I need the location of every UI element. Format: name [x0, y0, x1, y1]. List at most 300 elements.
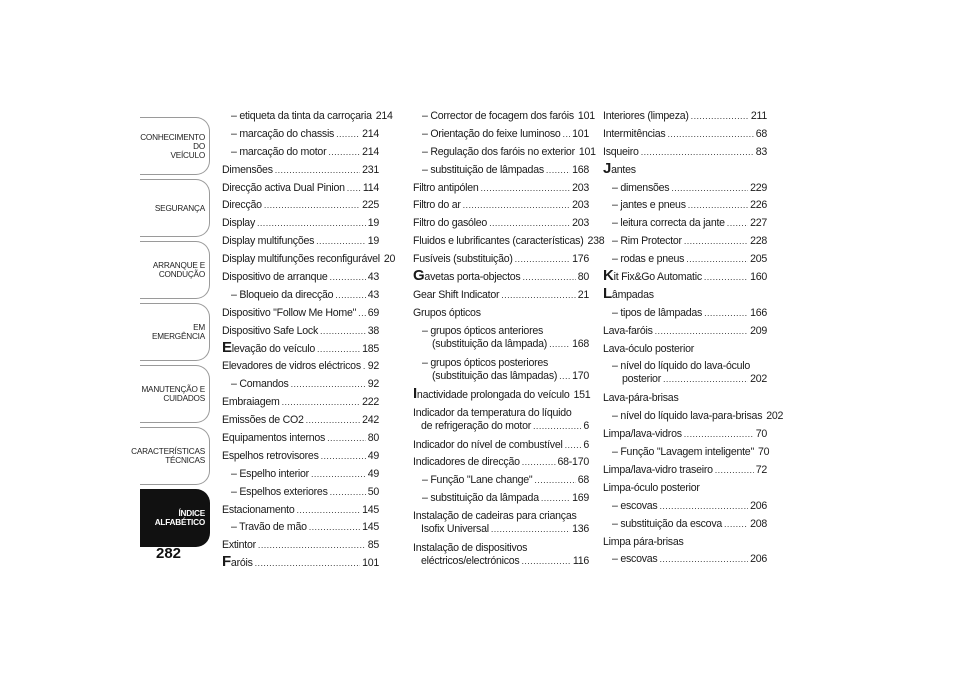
section-tab-1[interactable] [140, 117, 210, 175]
index-entry-text: Indicador do nível de combustível [413, 438, 563, 451]
dot-leader [264, 197, 360, 215]
index-entry [222, 502, 379, 520]
index-entry [413, 269, 589, 287]
dot-leader [317, 341, 360, 359]
section-tab-label: MANUTENÇÃO E CUIDADOS [141, 385, 205, 403]
index-entry [603, 444, 770, 462]
index-entry [413, 197, 589, 215]
index-page-number: 242 [362, 414, 379, 427]
index-page-number: 6 [583, 419, 589, 432]
index-entry [603, 516, 767, 534]
index-entry-text: – nível do líquido do lava-óculo [612, 360, 751, 373]
index-entry-text: – Regulação dos faróis no exterior [422, 145, 575, 158]
index-page-number: 38 [367, 324, 379, 337]
index-entry-text: Equipamentos internos [222, 432, 326, 445]
index-page-number: 43 [367, 271, 379, 284]
index-entry [222, 162, 379, 180]
index-entry [603, 251, 767, 269]
dot-leader [663, 372, 748, 386]
dot-leader [316, 233, 366, 251]
dot-leader [258, 537, 366, 555]
index-entry [222, 269, 379, 287]
dot-leader [255, 555, 360, 573]
index-entry [222, 323, 379, 341]
index-entry-text: – Função "Lane change" [422, 474, 533, 487]
index-page-number: 166 [750, 306, 767, 319]
index-entry-text: – jantes e pneus [612, 199, 686, 212]
index-page-number: 214 [375, 110, 393, 122]
index-letter: G [413, 267, 425, 285]
dot-leader [549, 337, 570, 351]
index-entry [413, 540, 589, 572]
index-page-number: 145 [362, 521, 379, 534]
index-page-number: 80 [367, 432, 379, 445]
index-entry-text: – leitura correcta da jante [612, 217, 725, 230]
dot-leader [296, 502, 360, 520]
dot-leader [691, 108, 749, 126]
index-entry [222, 519, 379, 537]
index-entry-continuation: (substituição das lâmpadas) [432, 369, 558, 382]
index-entry-text: – escovas [612, 553, 658, 566]
index-page-number: 80 [577, 271, 589, 284]
index-entry-text: Instalação de cadeiras para crianças [413, 510, 577, 523]
index-entry [222, 305, 379, 323]
index-entry-text: – escovas [612, 499, 658, 512]
dot-leader [667, 126, 753, 144]
index-entry [413, 323, 589, 355]
section-tab-5[interactable] [140, 365, 210, 423]
index-entry [603, 197, 767, 215]
index-entry-text: Limpa/lava-vidro traseiro [603, 464, 713, 477]
dot-leader [335, 287, 365, 305]
index-entry [413, 215, 589, 233]
dot-leader [704, 305, 748, 323]
index-entry-text: âmpadas [611, 288, 654, 301]
index-page-number: 225 [362, 199, 379, 212]
index-entry [413, 233, 605, 251]
dot-leader [309, 519, 360, 537]
dot-leader [282, 394, 361, 412]
index-entry [603, 358, 767, 390]
index-page-number: 101 [577, 110, 595, 122]
index-page-number: 168 [572, 337, 589, 350]
index-letter: J [603, 159, 612, 177]
index-entry [222, 287, 379, 305]
index-entry-continuation: Isofix Universal [421, 523, 489, 536]
index-entry [603, 426, 767, 444]
index-entry [413, 490, 589, 508]
section-tab-3[interactable] [140, 241, 210, 299]
index-page-number: 203 [572, 217, 589, 230]
dot-leader [546, 162, 570, 180]
index-page-number: 202 [766, 410, 784, 423]
index-entry-text: Lava-faróis [603, 324, 653, 337]
index-entry-text: – tipos de lâmpadas [612, 306, 703, 319]
index-page-number: 211 [750, 110, 767, 122]
dot-leader [533, 419, 581, 433]
index-entry [413, 355, 589, 387]
index-page-number: 202 [750, 373, 767, 386]
dot-leader [541, 490, 570, 508]
index-entry-text: Embraiagem [222, 396, 280, 409]
index-entry-text: – Comandos [231, 378, 289, 391]
index-entry-text: – dimensões [612, 181, 670, 194]
dot-leader [363, 358, 366, 376]
page-number: 282 [156, 545, 182, 562]
index-letter: F [222, 553, 231, 571]
index-entry [603, 498, 767, 516]
index-entry-text: Dispositivo "Follow Me Home" [222, 306, 357, 319]
section-tab-label: CARACTERÍSTICAS TÉCNICAS [131, 447, 205, 465]
index-entry-text: avetas porta-objectos [424, 271, 521, 284]
index-entry-text: Limpa-óculo posterior [603, 481, 700, 494]
index-entry-text: – marcação do chassis [231, 127, 335, 140]
section-tab-label: ARRANQUE E CONDUÇÃO [152, 261, 205, 279]
index-entry-continuation: de refrigeração do motor [421, 419, 532, 432]
index-entry [413, 472, 589, 490]
index-entry-text: nactividade prolongada do veículo [416, 388, 570, 401]
index-page-number: 92 [367, 360, 379, 373]
section-tab-label: EM EMERGÊNCIA [151, 323, 205, 341]
index-entry [603, 390, 767, 408]
section-tab-label: ÍNDICE ALFABÉTICO [154, 509, 205, 527]
dot-leader [463, 197, 570, 215]
index-entry [603, 551, 767, 569]
section-tab-label: SEGURANÇA [154, 203, 205, 213]
index-entry [222, 430, 379, 448]
index-entry [603, 180, 767, 198]
index-page-number: 160 [750, 271, 767, 284]
index-entry-text: – Bloqueio da direcção [231, 288, 334, 301]
index-entry [413, 305, 589, 323]
index-entry [603, 126, 767, 144]
index-entry-text: antes [611, 163, 636, 176]
index-entry-text: Dispositivo Safe Lock [222, 324, 319, 337]
dot-leader [275, 162, 360, 180]
index-letter: I [413, 384, 417, 402]
index-entry [222, 537, 379, 555]
index-page-number: 101 [362, 557, 379, 570]
index-entry [222, 251, 396, 269]
index-entry [603, 108, 767, 126]
index-entry-text: – etiqueta da tinta da carroçaria [231, 110, 372, 122]
index-entry [222, 555, 379, 573]
index-page-number: 114 [362, 181, 379, 194]
dot-leader [563, 126, 571, 144]
index-letter: E [222, 338, 232, 356]
index-entry [603, 480, 767, 498]
dot-leader [521, 554, 570, 568]
index-entry-continuation: posterior [622, 373, 661, 386]
index-entry [603, 269, 767, 287]
index-page-number: 238 [587, 235, 605, 248]
dot-leader [347, 180, 361, 198]
index-entry-text: – substituição da escova [612, 517, 723, 530]
index-entry-text: Lava-óculo posterior [603, 342, 694, 355]
section-tab-2[interactable] [140, 179, 210, 237]
index-entry-text: Limpa pára-brisas [603, 535, 684, 548]
index-page-number: 206 [750, 553, 767, 566]
index-page-number: 20 [383, 253, 396, 266]
index-entry-text: Filtro do gasóleo [413, 217, 488, 230]
index-page-number: 116 [572, 555, 589, 568]
index-entry [222, 484, 379, 502]
section-tabs [131, 117, 210, 547]
index-page-number: 170 [572, 369, 589, 382]
index-entry-text: aróis [230, 557, 253, 570]
index-entry [222, 108, 393, 126]
index-page-number: 151 [573, 388, 591, 401]
dot-leader [327, 430, 366, 448]
index-entry-text: – Função "Lavagem inteligente" [612, 446, 754, 459]
index-page-number: 214 [362, 145, 379, 158]
dot-leader [522, 454, 556, 472]
index-page-number: 227 [750, 217, 767, 230]
dot-leader [336, 126, 360, 144]
dot-leader [655, 323, 748, 341]
index-page-number: 229 [750, 181, 767, 194]
dot-leader [489, 215, 570, 233]
index-page-number: 136 [572, 523, 589, 536]
index-entry [222, 180, 379, 198]
index-entry-text: – Espelhos exteriores [231, 485, 328, 498]
index-entry-text: Direcção activa Dual Pinion [222, 181, 345, 194]
index-page-number: 214 [362, 127, 379, 140]
index-entry-text: Intermitências [603, 127, 666, 140]
dot-leader [321, 448, 366, 466]
index-entry-text: Indicador da temperatura do líquido [413, 406, 572, 419]
index-page-number: 101 [572, 127, 589, 140]
index-entry-text: Fusíveis (substituição) [413, 253, 513, 266]
index-page-number: 69 [367, 306, 379, 319]
dot-leader [358, 305, 366, 323]
index-entry [413, 108, 595, 126]
index-entry [413, 287, 589, 305]
index-entry [413, 144, 596, 162]
index-entry-text: Fluidos e lubrificantes (características) [413, 235, 584, 248]
index-page-number: 68 [755, 127, 767, 140]
index-page-number: 231 [362, 163, 379, 176]
dot-leader [641, 144, 754, 162]
index-entry [413, 508, 589, 540]
index-entry-text: – substituição de lâmpadas [422, 163, 544, 176]
dot-leader [501, 287, 575, 305]
index-entry [603, 341, 767, 359]
index-page-number: 49 [367, 467, 379, 480]
dot-leader [291, 376, 366, 394]
index-entry [222, 144, 379, 162]
index-entry [603, 462, 767, 480]
index-page-number: 205 [750, 253, 767, 266]
index-entry-text: – substituição da lâmpada [422, 492, 539, 505]
index-entry [413, 405, 589, 437]
index-entry-text: – Travão de mão [231, 521, 307, 534]
index-page-number: 21 [577, 288, 589, 301]
index-column-1 [222, 108, 396, 573]
dot-leader [320, 323, 366, 341]
index-entry-text: Indicadores de direcção [413, 456, 520, 469]
index-entry [222, 466, 379, 484]
index-entry [222, 448, 379, 466]
index-entry-text: – grupos ópticos posteriores [422, 356, 549, 369]
index-page-number: 6 [583, 438, 589, 451]
dot-leader [684, 426, 754, 444]
index-letter: L [603, 284, 612, 302]
dot-leader [559, 369, 570, 383]
section-tab-7[interactable] [140, 489, 210, 547]
index-entry-text: Direcção [222, 199, 262, 212]
index-entry [222, 394, 379, 412]
section-tab-6[interactable] [131, 427, 210, 485]
index-letter: K [603, 267, 614, 285]
index-page-number: 68-170 [557, 456, 589, 469]
index-entry-text: Gear Shift Indicator [413, 288, 500, 301]
dot-leader [659, 551, 748, 569]
index-entry [222, 215, 379, 233]
index-page-number: 203 [572, 199, 589, 212]
index-entry-text: Instalação de dispositivos [413, 542, 528, 555]
index-entry-text: – Orientação do feixe luminoso [422, 127, 561, 140]
dot-leader [306, 412, 360, 430]
index-entry-text: Extintor [222, 539, 256, 552]
index-page-number: 176 [572, 253, 589, 266]
dot-leader [688, 197, 748, 215]
index-page-number: 203 [572, 181, 589, 194]
index-entry-text: – nível do líquido lava-para-brisas [612, 410, 763, 423]
dot-leader [257, 215, 366, 233]
dot-leader [715, 462, 754, 480]
index-entry-text: Lava-pára-brisas [603, 392, 679, 405]
index-page-number: 208 [750, 517, 767, 530]
index-page-number: 228 [750, 235, 767, 248]
index-entry [413, 162, 589, 180]
index-page-number: 72 [755, 464, 767, 477]
dot-leader [534, 472, 575, 490]
index-entry-text: Interiores (limpeza) [603, 110, 689, 122]
index-entry [603, 233, 767, 251]
index-entry-text: Dispositivo de arranque [222, 271, 328, 284]
index-entry-text: – Espelho interior [231, 467, 309, 480]
index-entry-text: Elevadores de vidros eléctricos [222, 360, 361, 373]
index-entry-text: Emissões de CO2 [222, 414, 304, 427]
index-entry-text: – Corrector de focagem dos faróis [422, 110, 574, 122]
dot-leader [704, 269, 748, 287]
index-page-number: 70 [755, 428, 767, 441]
index-entry [222, 376, 379, 394]
dot-leader [686, 251, 748, 269]
index-entry-text: Dimensões [222, 163, 273, 176]
dot-leader [684, 233, 748, 251]
index-entry-text: Display [222, 217, 255, 230]
index-page-number: 43 [367, 288, 379, 301]
index-entry-text: Display multifunções [222, 235, 315, 248]
index-entry [603, 159, 767, 180]
dot-leader [311, 466, 366, 484]
dot-leader [330, 269, 366, 287]
index-entry [222, 412, 379, 430]
dot-leader [481, 180, 571, 198]
dot-leader [724, 516, 748, 534]
index-entry [603, 144, 767, 162]
index-entry [413, 384, 591, 405]
index-page-number: 49 [367, 449, 379, 462]
index-entry [603, 534, 767, 552]
index-entry-text: Espelhos retrovisores [222, 449, 319, 462]
index-entry-text: Display multifunções reconfigurável [222, 253, 380, 266]
index-entry [413, 126, 589, 144]
index-column-3 [603, 108, 784, 569]
index-page-number: 209 [750, 324, 767, 337]
index-page-number: 68 [577, 474, 589, 487]
index-entry-text: Filtro do ar [413, 199, 461, 212]
index-entry-continuation: (substituição da lâmpada) [432, 337, 548, 350]
index-entry-continuation: eléctricos/electrónicos [421, 555, 520, 568]
index-entry [222, 197, 379, 215]
dot-leader [671, 180, 748, 198]
index-entry-text: – marcação do motor [231, 145, 327, 158]
index-entry [603, 323, 767, 341]
dot-leader [515, 251, 570, 269]
index-entry-text: levação do veículo [231, 342, 316, 355]
index-entry [603, 408, 784, 426]
index-entry-text: Isqueiro [603, 145, 639, 158]
dot-leader [328, 144, 360, 162]
index-entry [222, 358, 379, 376]
dot-leader [330, 484, 366, 502]
index-page-number: 185 [362, 342, 379, 355]
section-tab-label: CONHECIMENTO DO VEÍCULO [140, 132, 205, 160]
index-entry-text: – grupos ópticos anteriores [422, 324, 544, 337]
index-entry [603, 284, 767, 305]
index-page-number: 168 [572, 163, 589, 176]
section-tab-4[interactable] [140, 303, 210, 361]
index-page-number: 206 [750, 499, 767, 512]
index-page-number: 222 [362, 396, 379, 409]
index-entry-text: – rodas e pneus [612, 253, 685, 266]
index-entry [222, 233, 379, 251]
index-page-number: 101 [578, 145, 596, 158]
index-page-number: 85 [367, 539, 379, 552]
index-entry [413, 437, 589, 455]
index-entry-text: Limpa/lava-vidros [603, 428, 682, 441]
dot-leader [491, 522, 570, 536]
dot-leader [727, 215, 748, 233]
index-page-number: 50 [367, 485, 379, 498]
index-entry [603, 215, 767, 233]
index-page-number: 92 [367, 378, 379, 391]
index-page-number: 169 [572, 492, 589, 505]
index-page-number: 145 [362, 503, 379, 516]
index-entry [413, 454, 589, 472]
dot-leader [522, 269, 575, 287]
dot-leader [659, 498, 748, 516]
index-page-number: 226 [750, 199, 767, 212]
index-entry [413, 251, 589, 269]
index-page-number: 19 [367, 217, 379, 230]
index-column-2 [413, 108, 605, 572]
index-entry-text: Grupos ópticos [413, 306, 481, 319]
index-page-number: 83 [755, 145, 767, 158]
index-entry-text: Estacionamento [222, 503, 295, 516]
index-entry-text: – Rim Protector [612, 235, 682, 248]
index-entry [603, 305, 767, 323]
index-entry [413, 180, 589, 198]
dot-leader [565, 437, 582, 455]
index-entry-text: Filtro antipólen [413, 181, 479, 194]
index-entry [222, 126, 379, 144]
index-page-number: 19 [367, 235, 379, 248]
index-entry-text: it Fix&Go Automatic [613, 271, 702, 284]
